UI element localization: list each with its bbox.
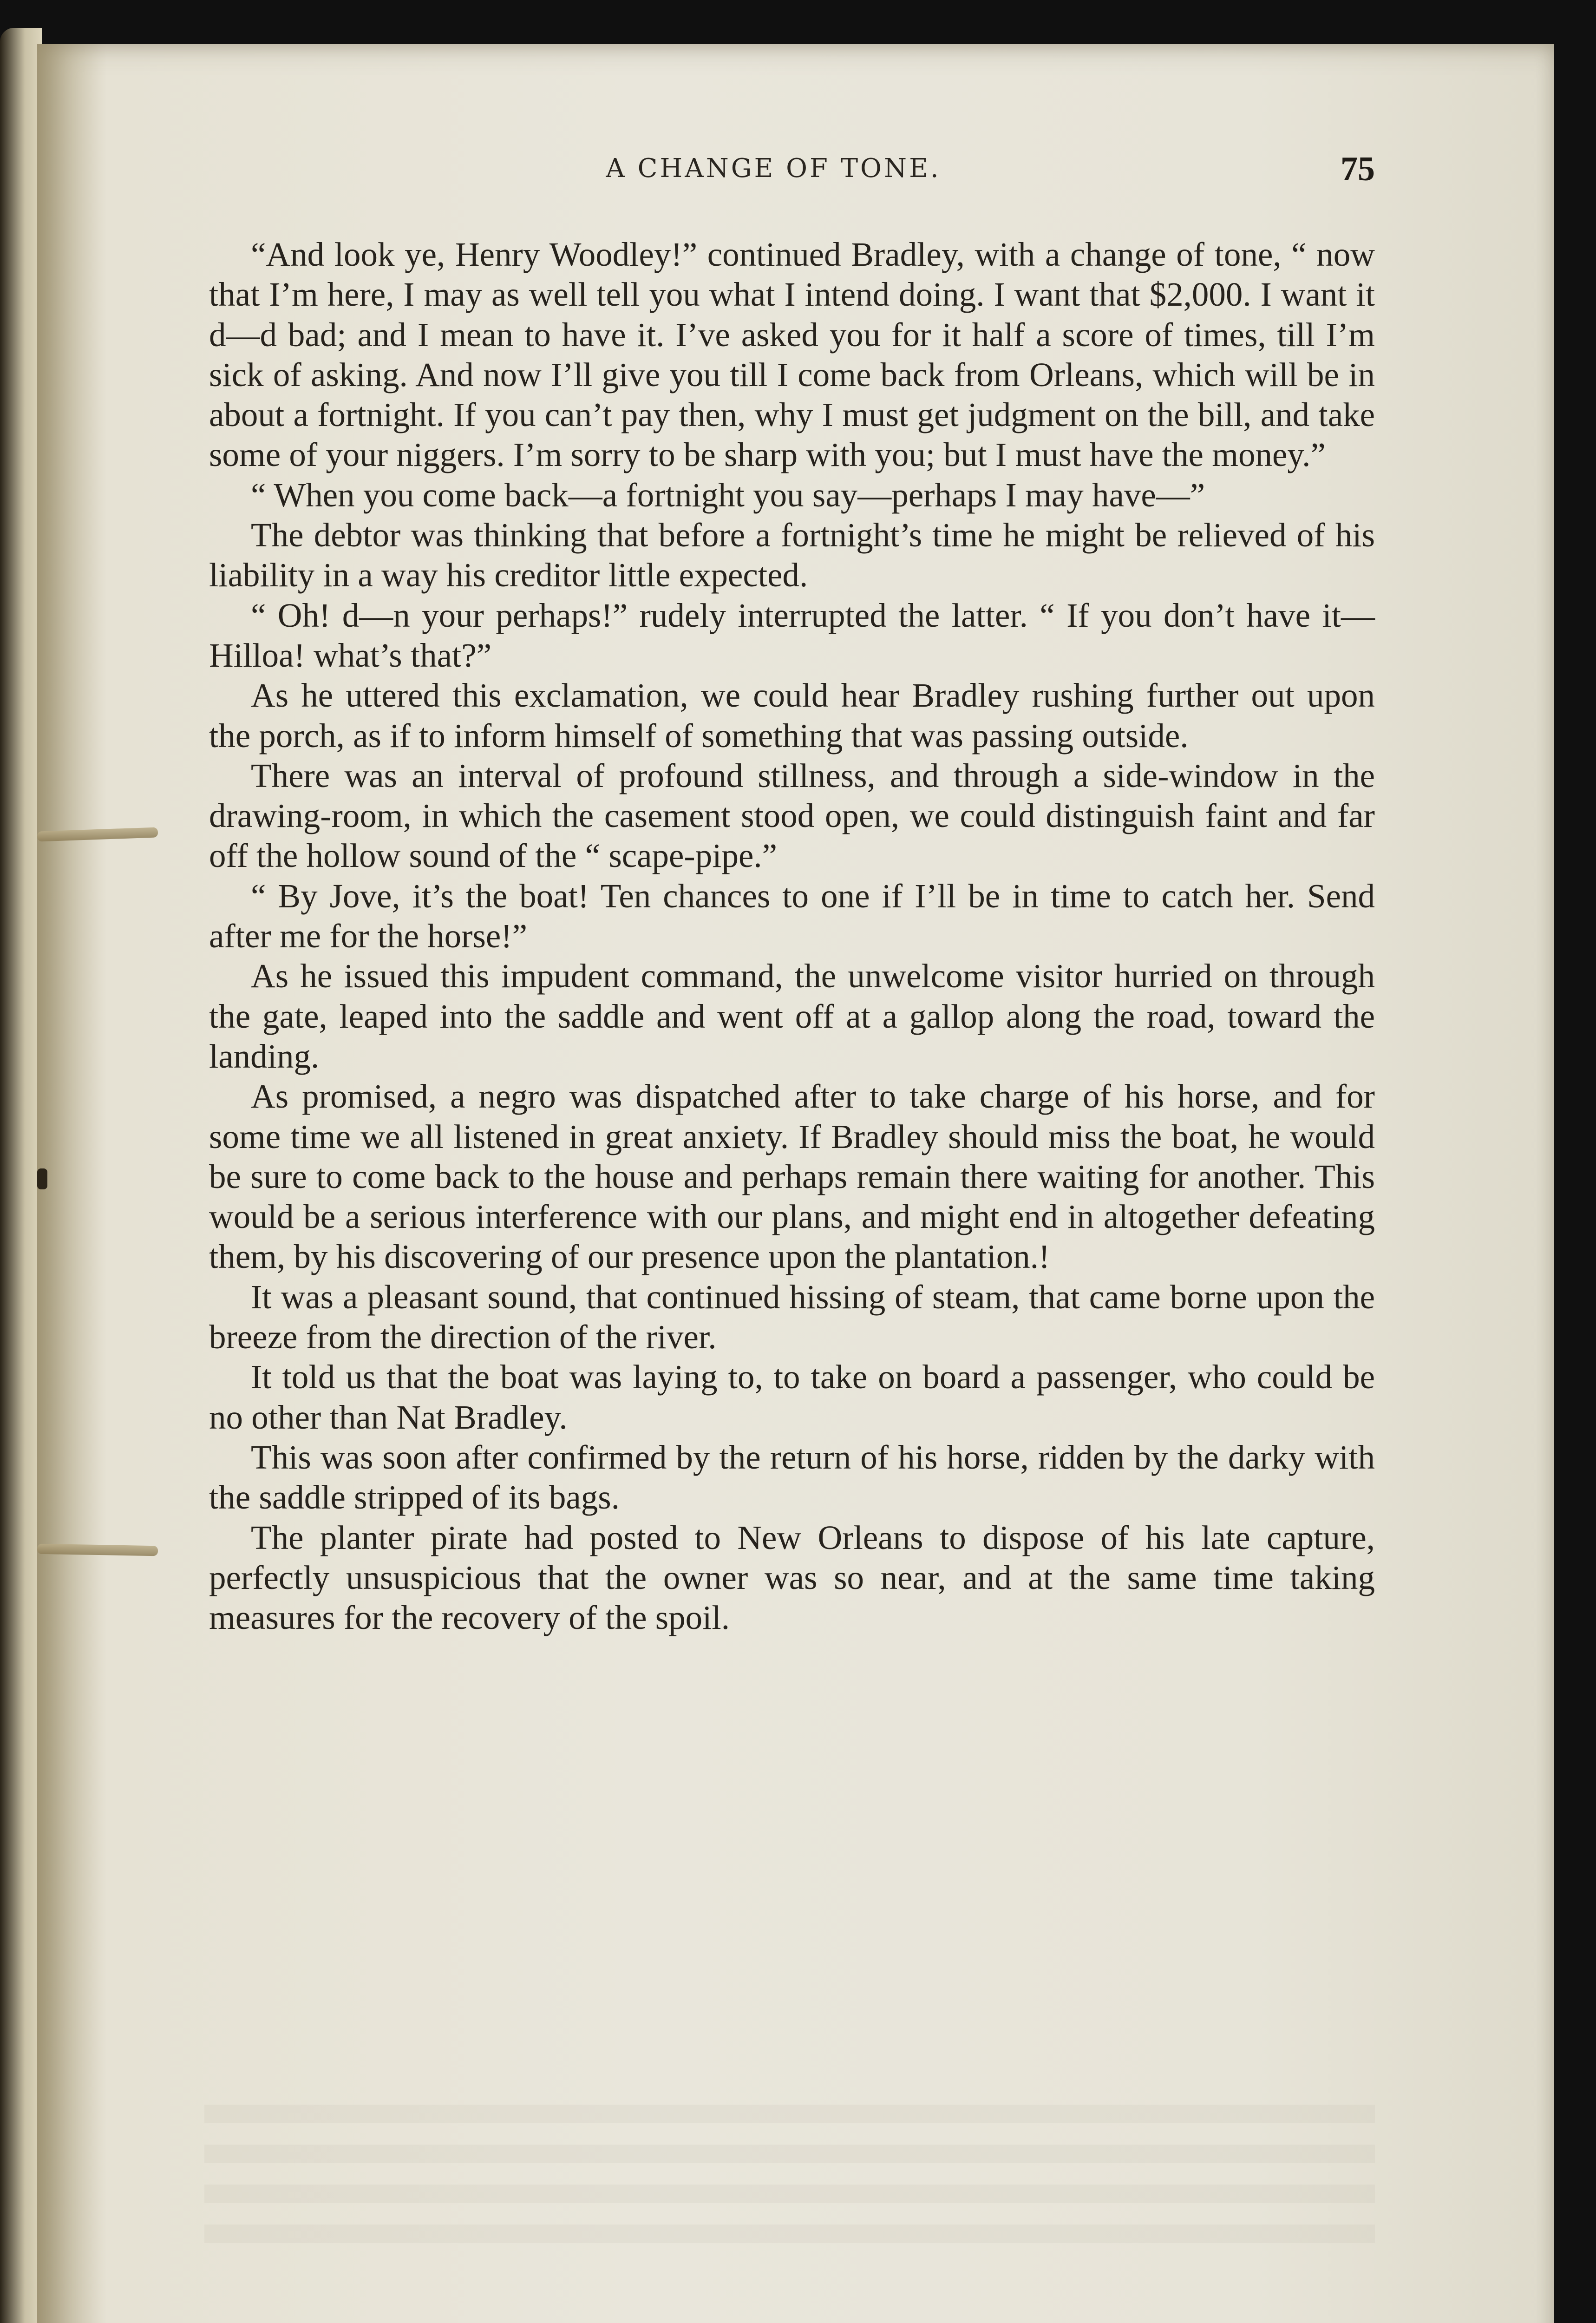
paragraph: “ Oh! d—n your perhaps!” rudely interrupted the latter. “ If you don’t have it—Hilloa! what’s that?” <box>209 596 1375 674</box>
running-title: A CHANGE OF TONE. <box>606 153 941 184</box>
page-gutter <box>37 44 107 2323</box>
book-spine <box>0 28 42 2323</box>
paragraph: “ When you come back—a fortnight you say—perhaps I may have—” <box>251 476 1205 514</box>
paragraph: As he uttered this exclamation, we could hear Bradley rushing further out upon the porch, as if to inform himself of something that was passing outside. <box>209 676 1375 755</box>
page-number: 75 <box>1341 150 1375 188</box>
paragraph: The planter pirate had posted to New Orleans to dispose of his late capture, perfectly unsuspicious that the owner was so near, and at the same time taking measures for the recovery of the spoil. <box>209 1518 1375 1637</box>
paragraph: “And look ye, Henry Woodley!” continued Bradley, with a change of tone, “ now that I’m here, I may as well tell you what I intend doing. I want that $2,000. I want it d—d bad; and I mean to have it. I’ve asked you for it half a score of times, till I’m sick of asking. And now I’ll give you till I come back from Orleans, which will be in about a fortnight. If you can’t pay then, why I must get judgment on the bill, and take some of your niggers. I’m sorry to be sharp with you; but I must have the money.” <box>209 236 1375 474</box>
paragraph: The debtor was thinking that before a fortnight’s time he might be relieved of his liability in a way his creditor little expected. <box>209 516 1375 594</box>
binding-thread-lower <box>37 1544 158 1556</box>
paragraph: It was a pleasant sound, that continued hissing of steam, that came borne upon the breeze from the direction of the river. <box>209 1278 1375 1356</box>
show-through-bleed <box>204 2105 1375 2244</box>
paragraph: As he issued this impudent command, the unwelcome visitor hurried on through the gate, leaped into the saddle and went off at a gallop along the road, toward the landing. <box>209 957 1375 1075</box>
running-head <box>172 150 1375 195</box>
body-text <box>209 235 1375 1638</box>
binding-thread-middle <box>37 1168 47 1189</box>
paragraph: “ By Jove, it’s the boat! Ten chances to one if I’ll be in time to catch her. Send after me for the horse!” <box>209 877 1375 955</box>
paragraph: As promised, a negro was dispatched after to take charge of his horse, and for some time we all listened in great anxiety. If Bradley should miss the boat, he would be sure to come back to the house and perhaps remain there waiting for another. This would be a serious interference with our plans, and might end in altogether defeating them, by his discovering of our presence upon the plantation.! <box>209 1077 1375 1276</box>
paragraph: There was an interval of profound stillness, and through a side-window in the drawing-room, in which the casement stood open, we could distinguish faint and far off the hollow sound of the “ scape-pipe.” <box>209 756 1375 875</box>
paragraph: It told us that the boat was laying to, to take on board a passenger, who could be no other than Nat Bradley. <box>209 1358 1375 1436</box>
paragraph: This was soon after confirmed by the return of his horse, ridden by the darky with the saddle stripped of its bags. <box>209 1438 1375 1516</box>
